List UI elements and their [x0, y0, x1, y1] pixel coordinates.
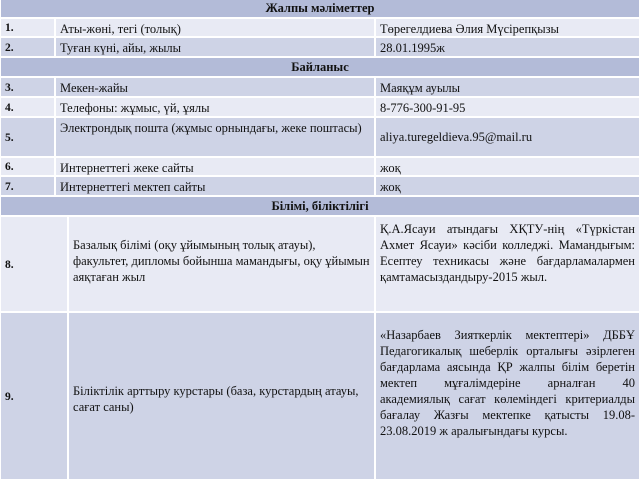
row-label-education: Базалық білімі (оқу ұйымының толық атауы), факультет, дипломы бойынша мамандығы, оқу ұйымын аяқтаған жыл [68, 216, 375, 312]
row-value-courses: «Назарбаев Зияткерлік мектептері» ДББҰ Педагогикалық шеберлік орталығы әзірлеген бағдарлама аясында ҚР жалпы білім беретін мектеп мұғалімдеріне арналған 40 академиялық сағат көлеміндегі критериалды бағалау Жазғы мектепке қатысты 19.08-23.08.2019 ж аралығындағы курсы. [375, 312, 640, 480]
row-number: 3. [0, 77, 55, 97]
row-number: 8. [0, 216, 68, 312]
row-number: 2. [0, 37, 55, 57]
row-value-school-site: жоқ [375, 176, 640, 196]
section-header-education [0, 196, 640, 216]
row-value-fullname: Төрегелдиева Әлия Мүсірепқызы [375, 18, 640, 37]
row-number: 7. [0, 176, 55, 196]
row-value-personal-site: жоқ [375, 157, 640, 176]
row-value-email [375, 117, 640, 157]
row-label-courses: Біліктілік арттыру курстары (база, курстардың атауы, сағат саны) [68, 312, 375, 480]
row-number: 5. [0, 117, 55, 157]
row-value-education: Қ.А.Ясауи атындағы ХҚТУ-нің «Түркістан Ахмет Ясауи» кәсіби колледжі. Мамандығым: Есептеу техникасы және бағдарламалармен қамтамасыздандыру-2015 жыл. [375, 216, 640, 312]
section-title-general: Жалпы мәліметтер [265, 0, 375, 15]
section-title-education: Білімі, біліктілігі [271, 198, 369, 213]
email-text: aliya.turegeldieva.95@mail.ru [380, 130, 533, 144]
row-value-address: Маяқұм ауылы [375, 77, 640, 97]
row-value-phone: 8-776-300-91-95 [375, 97, 640, 117]
row-label-school-site: Интернеттегі мектеп сайты [55, 176, 375, 196]
section-header-general [0, 0, 640, 18]
row-label-email: Электрондық пошта (жұмыс орнындағы, жеке поштасы) [55, 117, 375, 157]
row-number: 4. [0, 97, 55, 117]
row-label-fullname: Аты-жөні, тегі (толық) [55, 18, 375, 37]
row-number: 1. [0, 18, 55, 37]
section-header-contacts [0, 57, 640, 77]
row-label-birthdate: Туған күні, айы, жылы [55, 37, 375, 57]
row-number: 9. [0, 312, 68, 480]
row-label-phone: Телефоны: жұмыс, үй, ұялы [55, 97, 375, 117]
row-value-birthdate: 28.01.1995ж [375, 37, 640, 57]
row-label-address: Мекен-жайы [55, 77, 375, 97]
section-title-contacts: Байланыс [291, 59, 349, 74]
row-label-personal-site: Интернеттегі жеке сайты [55, 157, 375, 176]
row-number: 6. [0, 157, 55, 176]
